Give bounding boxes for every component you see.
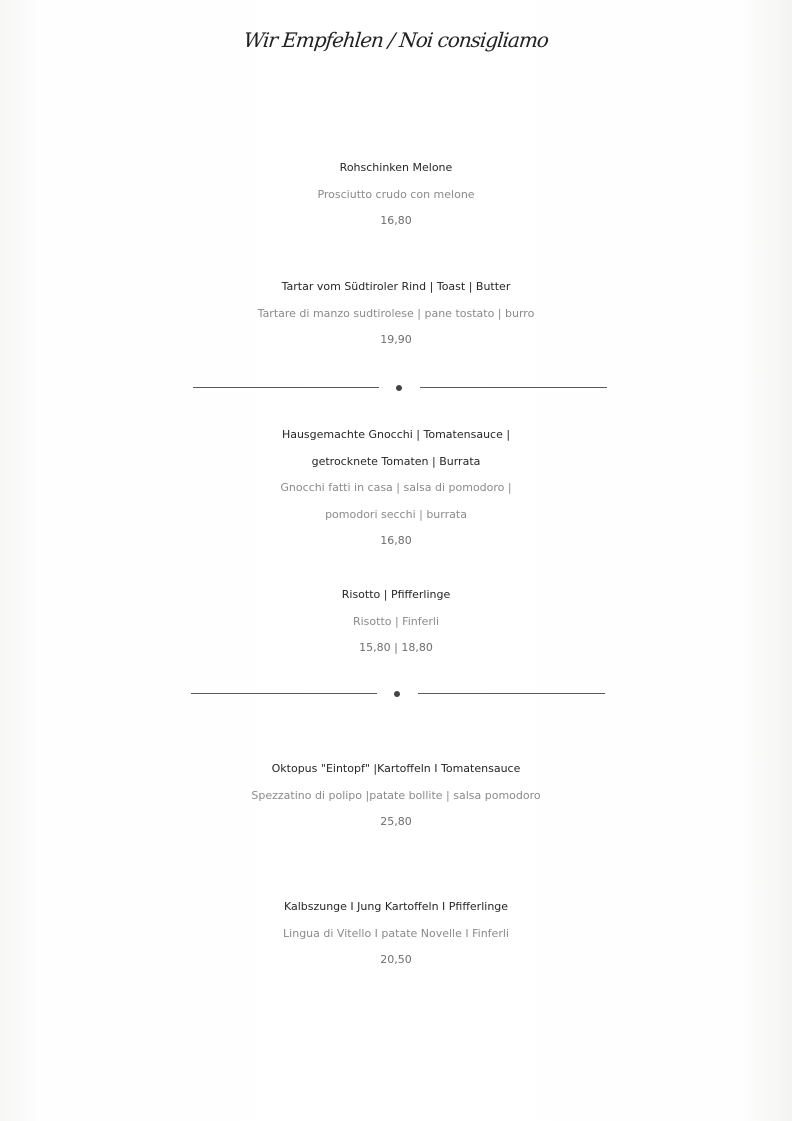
divider-dot [396,385,402,391]
menu-item [0,274,792,354]
dish-name-it: Risotto | Finferli [352,614,440,628]
section-divider [191,688,605,700]
dish-price: 19,90 [380,333,412,346]
dish-name-it: pomodori secchi | burrata [325,507,467,521]
dish-name-it: Lingua di Vitello I patate Novelle I Finferli [283,926,509,940]
dish-name-de: getrocknete Tomaten | Burrata [311,454,481,468]
section-divider [193,382,607,394]
dish-name-de: Oktopus "Eintopf" |Kartoffeln I Tomatensauce [271,762,521,775]
dish-name-de: Rohschinken Melone [339,161,453,174]
menu-item [0,582,792,662]
dish-price: 16,80 [380,534,412,547]
divider-rule-right [420,387,607,388]
dish-name-de: Hausgemachte Gnocchi | Tomatensauce | [281,428,511,441]
divider-rule-left [191,693,377,694]
menu-item [0,894,792,974]
dish-name-de: Kalbszunge I Jung Kartoffeln I Pfifferlinge [283,900,509,913]
dish-price: 15,80 | 18,80 [359,641,433,654]
divider-dot [394,691,400,697]
menu-item [0,422,792,555]
dish-price: 20,50 [380,953,412,966]
dish-name-it: Tartare di manzo sudtirolese | pane tostato | burro [257,306,535,320]
dish-name-de: Tartar vom Südtiroler Rind | Toast | Butter [281,280,511,293]
divider-rule-left [193,387,379,388]
divider-rule-right [418,693,605,694]
dish-name-it: Gnocchi fatti in casa | salsa di pomodoro | [280,481,512,494]
dish-name-it: Spezzatino di polipo |patate bollite | salsa pomodoro [251,788,541,802]
menu-item [0,756,792,836]
dish-name-de: Risotto | Pfifferlinge [341,588,451,601]
dish-price: 16,80 [380,214,412,227]
menu-item [0,155,792,235]
dish-price: 25,80 [380,815,412,828]
page-title: Wir Empfehlen / Noi consigliamo [242,28,550,52]
dish-name-it: Prosciutto crudo con melone [317,187,475,201]
